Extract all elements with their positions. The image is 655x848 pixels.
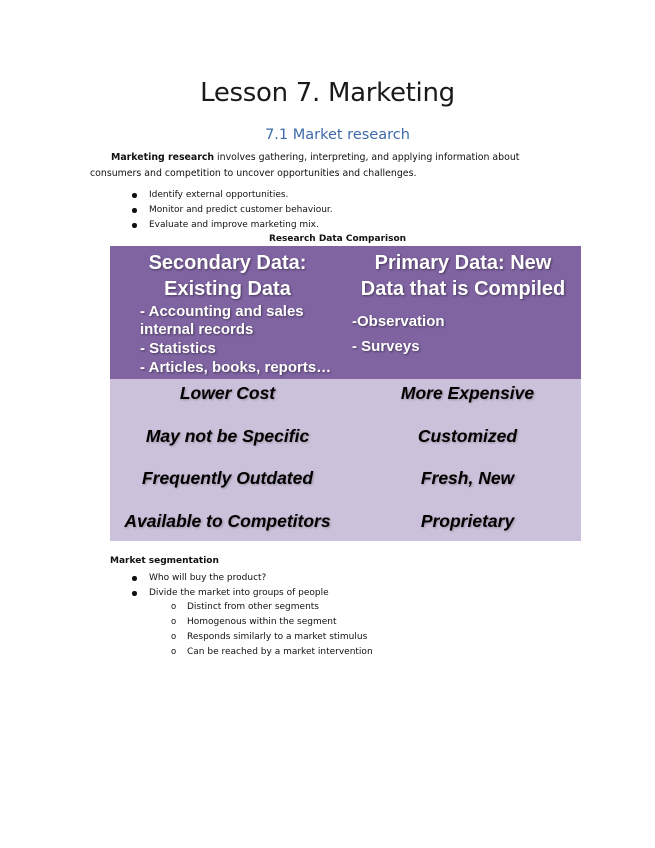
primary-point: - Surveys: [352, 338, 420, 355]
secondary-heading-1: Secondary Data:: [148, 252, 307, 274]
secondary-point: - Statistics: [140, 340, 216, 357]
secondary-point: internal records: [140, 321, 254, 338]
list-item: o Responds similarly to a market stimulus: [187, 630, 373, 645]
page-title: Lesson 7. Marketing: [200, 78, 455, 108]
intro-text-line1: involves gathering, interpreting, and applying information about: [214, 152, 520, 163]
list-item: Identify external opportunities.: [149, 188, 333, 203]
segmentation-title: Market segmentation: [110, 556, 219, 566]
secondary-cell: Available to Competitors: [124, 511, 331, 531]
list-item: Evaluate and improve marketing mix.: [149, 218, 333, 233]
primary-heading-2: Data that is Compiled: [360, 278, 566, 300]
list-item: Divide the market into groups of people: [149, 586, 329, 601]
secondary-heading-2: Existing Data: [164, 278, 291, 300]
segmentation-list: [149, 571, 329, 601]
intro-text-line2: consumers and competition to uncover opportunities and challenges.: [90, 168, 417, 179]
primary-cell: Proprietary: [420, 511, 515, 531]
list-item: o Can be reached by a market intervention: [187, 645, 373, 660]
primary-cell: Fresh, New: [420, 468, 515, 488]
primary-cell: More Expensive: [400, 383, 535, 403]
list-item: o Distinct from other segments: [187, 600, 373, 615]
table-caption: Research Data Comparison: [268, 234, 407, 244]
segmentation-sublist: [187, 600, 373, 660]
goals-list: [149, 188, 333, 233]
secondary-cell: Lower Cost: [179, 383, 276, 403]
list-item: Who will buy the product?: [149, 571, 329, 586]
intro-paragraph: [90, 150, 550, 182]
primary-heading-1: Primary Data: New: [374, 252, 552, 274]
secondary-cell: Frequently Outdated: [141, 468, 314, 488]
comparison-table: [110, 246, 581, 541]
section-heading: 7.1 Market research: [265, 127, 410, 143]
primary-cell: Customized: [417, 426, 518, 446]
intro-term: Marketing research: [111, 152, 215, 163]
list-item: o Homogenous within the segment: [187, 615, 373, 630]
primary-point: -Observation: [352, 313, 445, 330]
secondary-cell: May not be Specific: [145, 426, 310, 446]
secondary-point: - Articles, books, reports…: [140, 359, 332, 376]
secondary-point: - Accounting and sales: [140, 303, 304, 320]
list-item: Monitor and predict customer behaviour.: [149, 203, 333, 218]
